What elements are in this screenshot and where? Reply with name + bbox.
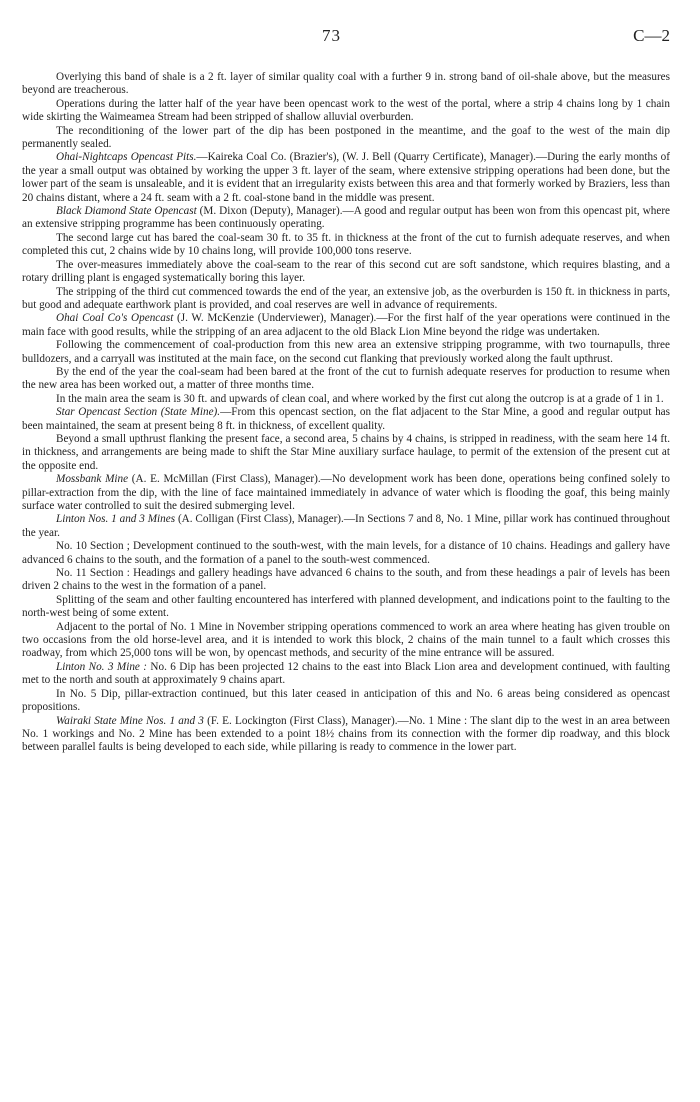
paragraph-text: The second large cut has bared the coal-seam 30 ft. to 35 ft. in thickness at the front of the cut to furnish adequate reserves, and when completed this cut, 2 chains wide by 10 chains long, will provide 100,000 tons reserve. [22,231,670,258]
paragraph [22,286,670,313]
paragraph-heading: Linton Nos. 1 and 3 Mines [56,513,176,526]
paragraph-text: (A. E. McMillan (First Class), Manager).—No development work has been done, operations being confined solely to pillar-extraction from the dip, with the line of face maintained immediately in advance of water which is flooding the goaf, this being mainly surface water controlled to suit the desired submerging level. [22,473,671,512]
paragraph-heading: Mossbank Mine [56,473,129,486]
paragraph [22,473,670,513]
paragraph [22,259,670,286]
paragraph-heading: Linton No. 3 Mine : [56,660,148,673]
paragraph-text: (M. Dixon (Deputy), Manager).—A good and regular output has been won from this opencast pit, where an extensive stripping programme has been continuously operating. [22,205,671,231]
paragraph [22,661,670,688]
paragraph [22,688,670,715]
body-text [22,71,670,755]
paragraph-text: —From this opencast section, on the flat adjacent to the Star Mine, a good and regular output has been maintained, the seam at present being 8 ft. in thickness, of excellent quality. [22,406,671,432]
paragraph-text: The stripping of the third cut commenced towards the end of the year, an extensive job, as the overburden is 150 ft. in thickness in parts, but good and adequate earthwork plant is provided, and coal reserves are well in advance of requirements. [22,285,670,311]
paragraph [22,567,670,594]
paragraph [22,366,670,393]
paragraph [22,406,670,433]
paragraph-text: In the main area the seam is 30 ft. and upwards of clean coal, and where worked by the first cut along the outcrop is at a grade of 1 in 1. [56,392,664,405]
paragraph-text: In No. 5 Dip, pillar-extraction continued, but this later ceased in anticipation of this and No. 6 areas being considered as opencast propositions. [22,687,670,714]
paragraph-heading: Ohai Coal Co's Opencast [56,312,174,325]
page-number: 73 [322,26,341,45]
paragraph-text: (A. Colligan (First Class), Manager).—In Sections 7 and 8, No. 1 Mine, pillar work has continued throughout the year. [22,513,670,539]
paragraph-text: Operations during the latter half of the year have been opencast work to the west of the portal, where a strip 4 chains long by 1 chain wide skirting the Waimeamea Stream had been stripped of shallow alluvial overburden. [22,97,670,124]
paragraph [22,393,670,406]
paragraph-text: (F. E. Lockington (First Class), Manager).—No. 1 Mine : The slant dip to the west in an area between No. 1 workings and No. 2 Mine has been extended to a point 18½ chains from its connection with the former dip roadway, and this block between parallel faults is being developed to each side, while pillaring is ready to commence in the lower part. [22,714,671,754]
paragraph-heading: Ohai-Nightcaps Opencast Pits. [56,151,197,164]
paragraph-text: Splitting of the seam and other faulting encountered has interfered with planned development, and indications point to the faulting to the north-west being of some extent. [22,593,670,620]
paragraph-text: By the end of the year the coal-seam had been bared at the front of the cut to furnish adequate reserves for production to resume when the new area has been worked out, a matter of three months time. [22,365,670,392]
paragraph-text: Adjacent to the portal of No. 1 Mine in November stripping operations commenced to work an area where heating has given trouble on two occasions from the old horse-level area, and it is intended to work this block, 2 chains of the main tunnel to a fault which crosses this roadway, from which 25,000 tons will be won, by opencast methods, and security of the mine entrance will be assured. [22,620,670,660]
paragraph-text: Following the commencement of coal-production from this new area an extensive stripping programme, with two tournapulls, three bulldozers, and a carryall was instituted at the main face, on the second cut flanking that previously worked along the fault upthrust. [22,339,670,365]
paragraph-text: No. 11 Section : Headings and gallery headings have advanced 6 chains to the south, and from these headings a pair of levels has been driven 2 chains to the west in the formation of a panel. [22,567,670,593]
paragraph-text: Overlying this band of shale is a 2 ft. layer of similar quality coal with a further 9 in. strong band of oil-shale above, but the measures beyond are treacherous. [22,71,670,97]
page-header [0,26,700,46]
paragraph [22,715,670,755]
section-code: C—2 [633,26,670,45]
paragraph [22,71,670,98]
paragraph [22,433,670,473]
paragraph [22,232,670,259]
paragraph-text: (J. W. McKenzie (Underviewer), Manager).—For the first half of the year operations were continued in the main face with good results, while the stripping of an area adjacent to the old Black Lion Mine beyond the ridge was undertaken. [22,312,670,338]
paragraph [22,540,670,567]
paragraph [22,339,670,366]
paragraph [22,98,670,125]
paragraph-heading: Wairaki State Mine Nos. 1 and 3 [56,714,204,727]
paragraph [22,312,670,339]
paragraph-heading: Black Diamond State Opencast [56,205,197,218]
paragraph-text: —Kaireka Coal Co. (Brazier's), (W. J. Bell (Quarry Certificate), Manager).—During the early months of the year a small output was obtained by working the upper 3 ft. layer of the seam, where extensive stripping operations had been done, but the lower part of the seam is unsaleable, and it is evident that an irregularity exists between this area and that formerly worked by Braziers, less than 20 chains distant, where a 24 ft. seam with a 2 ft. coal-stone band in the middle was present. [22,151,670,204]
paragraph-text: No. 6 Dip has been projected 12 chains to the east into Black Lion area and development continued, with faulting met to the north and south at approximately 9 chains apart. [22,660,670,687]
paragraph [22,594,670,621]
paragraph [22,621,670,661]
paragraph-text: The reconditioning of the lower part of the dip has been postponed in the meantime, and the goaf to the west of the main dip permanently sealed. [22,124,670,151]
paragraph-text: The over-measures immediately above the coal-seam to the rear of this second cut are soft sandstone, which requires blasting, and a rotary drilling plant is engaged systematically boring this layer. [22,258,670,285]
paragraph-text: Beyond a small upthrust flanking the present face, a second area, 5 chains by 4 chains, is stripped in readiness, with the seam here 14 ft. in thickness, and arrangements are being made to shift the Star Mine auxiliary surface haulage, to permit of the extension of the present cut at the opposite end. [22,432,670,472]
paragraph-heading: Star Opencast Section (State Mine). [56,406,221,419]
paragraph [22,125,670,152]
paragraph-text: No. 10 Section ; Development continued to the south-west, with the main levels, for a distance of 10 chains. Headings and gallery have advanced 6 chains to the south, and the formation of a panel to the south-west commenced. [22,540,670,566]
paragraph [22,151,670,205]
paragraph [22,205,670,232]
paragraph [22,513,670,540]
